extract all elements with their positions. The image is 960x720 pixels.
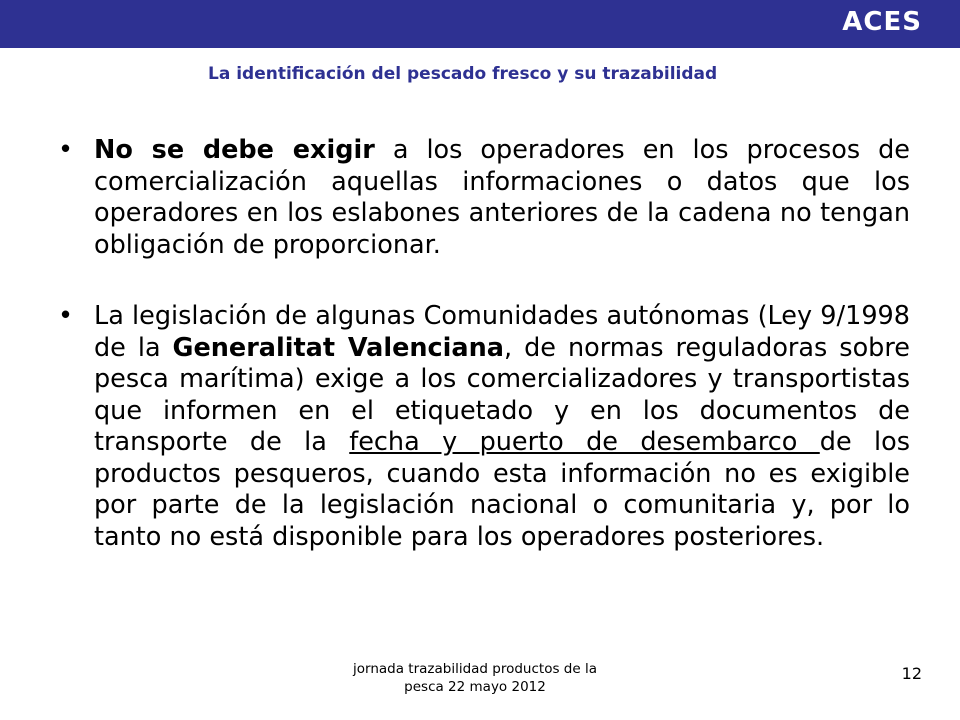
page-number: 12 bbox=[901, 664, 922, 683]
bullet-item-1 bbox=[58, 135, 910, 261]
footer-line-2: pesca 22 mayo 2012 bbox=[404, 679, 546, 695]
bullet-1-text: a los operadores en los procesos de comercialización aquellas informaciones o datos que los operadores en los eslabones anteriores de la cadena no tengan obligación de proporcionar. bbox=[94, 135, 910, 260]
bullet-dot-icon: • bbox=[58, 301, 74, 331]
bullet-1-bold-lead: No se debe exigir bbox=[94, 135, 375, 165]
header-bar bbox=[0, 0, 960, 48]
bullet-item-2 bbox=[58, 301, 910, 553]
bullet-2-underline: fecha y puerto de desembarco bbox=[349, 427, 820, 457]
brand-title: ACES bbox=[842, 7, 922, 37]
bullet-2-bold: Generalitat Valenciana bbox=[172, 332, 504, 363]
bullet-2-part3: de los productos pesqueros, cuando esta información no es exigible por parte de la legislación nacional o comunitaria y, por lo tanto no está disponible para los operadores posteriores. bbox=[94, 427, 910, 552]
footer-line-1: jornada trazabilidad productos de la bbox=[353, 661, 597, 677]
bullet-2-part2: , de normas reguladoras sobre pesca marítima) exige a los comercializadores y transportistas que informen en el etiquetado y en los documentos de transporte de la bbox=[94, 332, 910, 457]
slide-subtitle: La identificación del pescado fresco y su trazabilidad bbox=[208, 64, 718, 84]
slide-body bbox=[58, 135, 910, 593]
footer-caption bbox=[310, 660, 640, 696]
bullet-2-part1: La legislación de algunas Comunidades autónomas (Ley 9/1998 de la bbox=[94, 301, 910, 363]
bullet-dot-icon: • bbox=[58, 135, 74, 165]
